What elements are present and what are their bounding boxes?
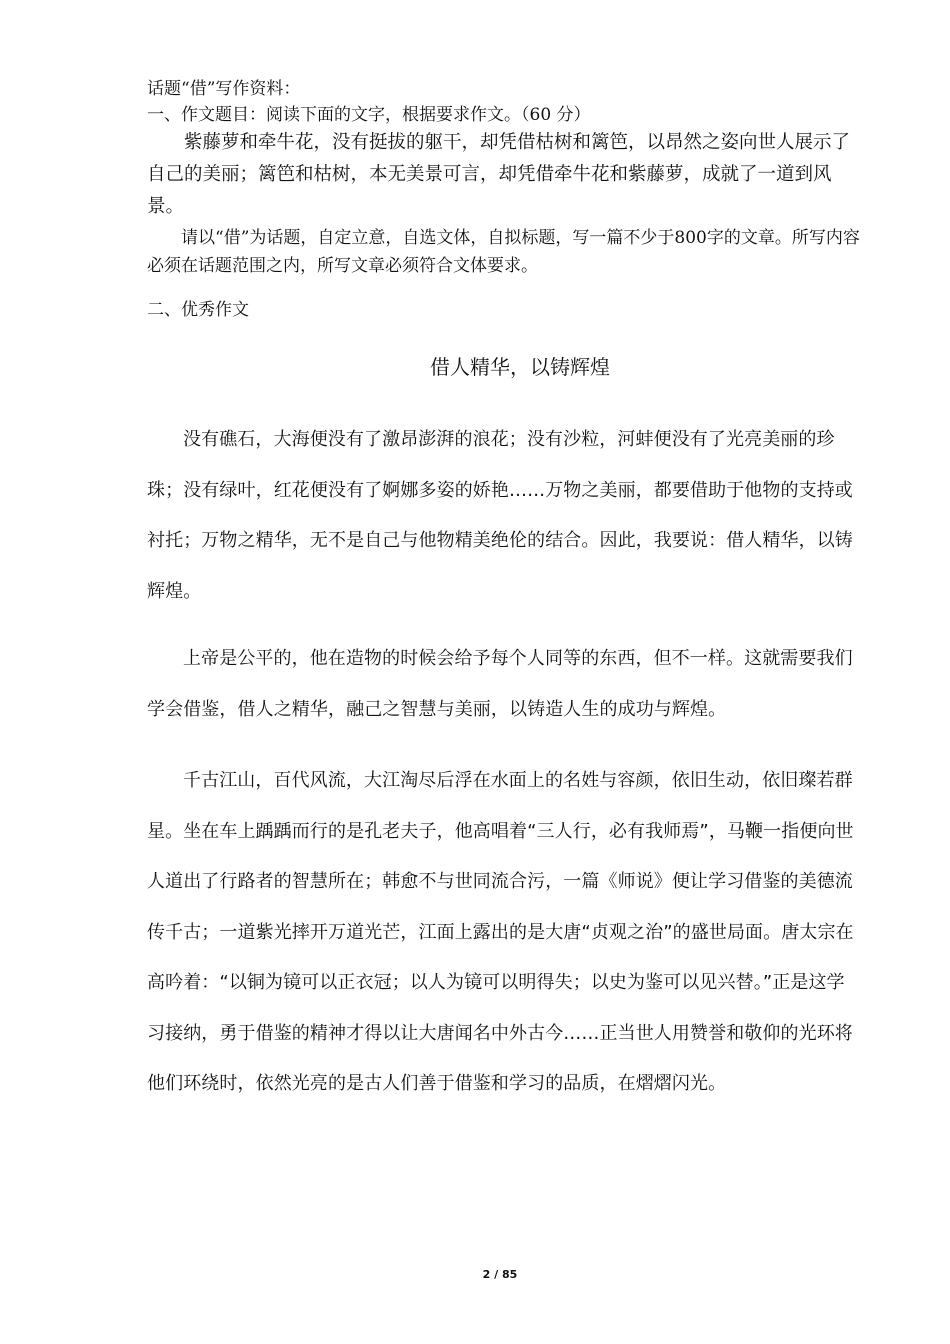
topic-header: 话题“借”写作资料： [147,79,301,99]
prompt-instruction: 请以“借”为话题，自定立意，自选文体，自拟标题，写一篇不少于800字的文章。所写内容必须在话题范围之内，所写文章必须符合文体要求。 [147,228,860,276]
section-one-label: 一、作文题目： [147,105,266,125]
essay-title [0,352,950,382]
essay-title-text: 借人精华，以铸辉煌 [430,355,610,379]
section-two-heading: 二、优秀作文 [147,300,249,320]
essay-paragraph-2: 上帝是公平的，他在造物的时候会给予每个人同等的东西，但不一样。这就需要我们学会借鉴，借人之精华，融己之智慧与美丽，以铸造人生的成功与辉煌。 [147,648,853,720]
essay-paragraph-1: 没有礁石，大海便没有了激昂澎湃的浪花；没有沙粒，河蚌便没有了光亮美丽的珍珠；没有绿叶，红花便没有了婀娜多姿的娇艳……万物之美丽，都要借助于他物的支持或衬托；万物之精华，无不是自己与他物精美绝伦的结合。因此，我要说：借人精华，以铸辉煌。 [147,429,853,602]
section-one-heading [147,103,591,127]
prompt-material: 紫藤萝和牵牛花，没有挺拔的躯干，却凭借枯树和篱笆，以昂然之姿向世人展示了自己的美丽；篱笆和枯树，本无美景可言，却凭借牵牛花和紫藤萝，成就了一道到风景。 [147,132,851,217]
page-number-text: 2 / 85 [482,1268,518,1281]
essay-paragraph-3: 千古江山，百代风流，大江淘尽后浮在水面上的名姓与容颜，依旧生动，依旧璨若群星。坐在车上踽踽而行的是孔老夫子，他高唱着“三人行，必有我师焉”，马鞭一指便向世人道出了行路者的智慧所在；韩愈不与世同流合污，一篇《师说》便让学习借鉴的美德流传千古；一道紫光摔开万道光芒，江面上露出的是大唐“贞观之治”的盛世局面。唐太宗在高吟着：“以铜为镜可以正衣冠；以人为镜可以明得失；以史为鉴可以见兴替。”正是这学习接纳，勇于借鉴的精神才得以让大唐闻名中外古今……正当世人用赞誉和敬仰的光环将他们环绕时，依然光亮的是古人们善于借鉴和学习的品质，在熠熠闪光。 [147,770,854,1094]
page-number [0,1268,950,1281]
section-one-text: 阅读下面的文字，根据要求作文。（60 分） [266,105,591,125]
